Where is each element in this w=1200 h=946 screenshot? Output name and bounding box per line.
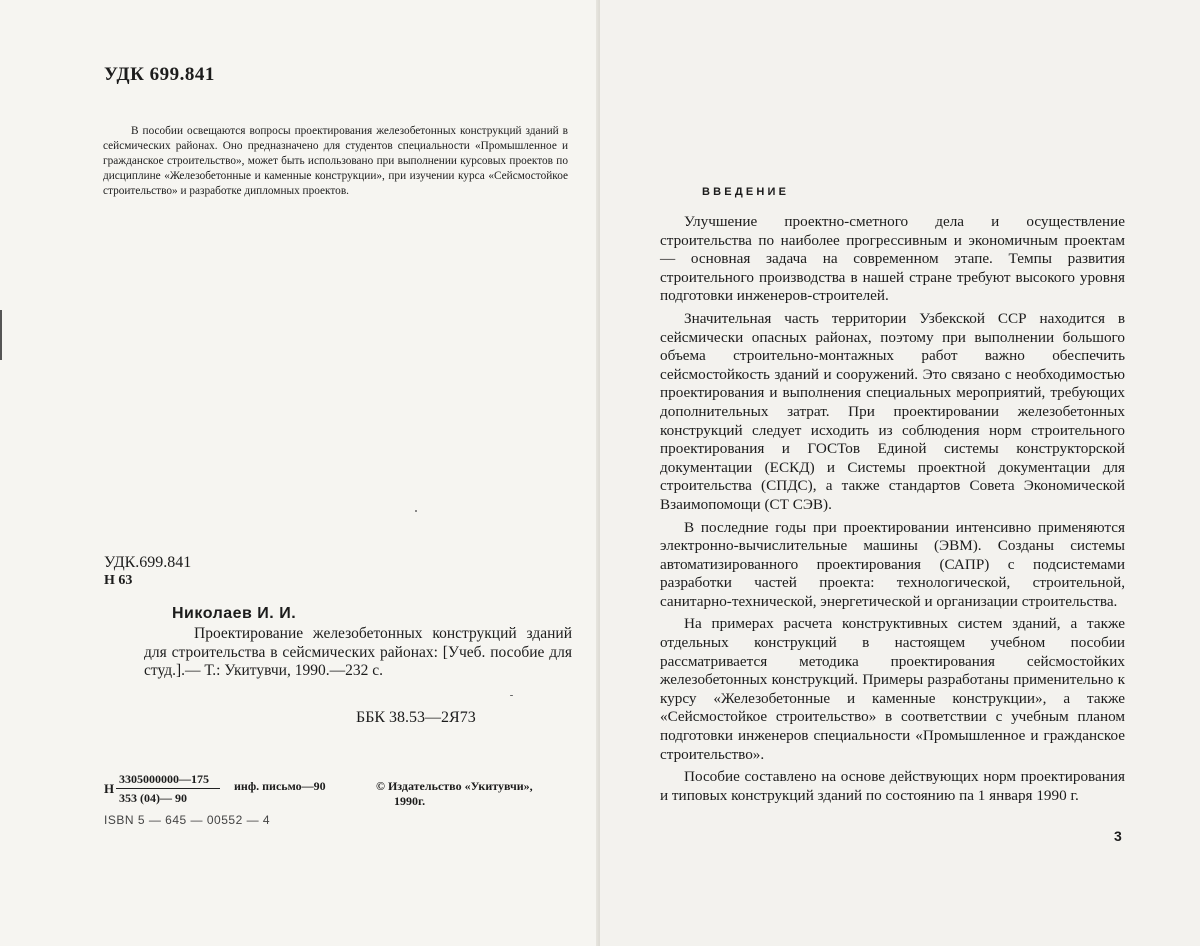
- edge-mark: [0, 310, 2, 360]
- abstract-paragraph: В пособии освещаются вопросы проектирования железобетонных конструкций зданий в сейсмических районах. Оно предназначено для студентов специальности «Промышленное и гражданское строительство», может быть использовано при выполнении курсовых проектов по дисциплине «Железобетонные и каменные конструкции», при изучении курса «Сейсмостойкое строительство» и разработке дипломных проектов.: [103, 125, 568, 197]
- card-bbk: ББК 38.53—2Я73: [356, 709, 476, 726]
- introduction-paragraph: Пособие составлено на основе действующих норм проектирования и типовых конструкций зданий по состоянию па 1 января 1990 г.: [660, 768, 1125, 804]
- imprint-publisher: © Издательство «Укитувчи»,: [376, 779, 533, 793]
- introduction-paragraph: На примерах расчета конструктивных систем зданий, а также отдельных конструкций в настоящем учебном пособии рассматривается методика проектирования сейсмостойких железобетонных конструкций. Примеры разработаны применительно к курсу «Железобетонные и каменные конструкции», а также «Сейсмостойкое строительство» в соответствии с учебным планом подготовки инженеров специальности «Промышленное и гражданское строительство».: [660, 615, 1125, 763]
- card-udk: УДК.699.841: [104, 554, 192, 571]
- imprint-publisher-block: [376, 779, 533, 809]
- introduction-heading: ВВЕДЕНИЕ: [702, 186, 790, 198]
- card-description: [144, 625, 572, 681]
- introduction-paragraph: В последние годы при проектировании интенсивно применяются электронно-вычислительные машины (ЭВМ). Созданы системы автоматизированного проектирования (САПР) с подсистемами разработки частей проекта: технологической, строительной, санитарно-технической, энергетической и организации строительства.: [660, 518, 1125, 610]
- card-code: Н 63: [104, 573, 133, 588]
- right-page: [600, 0, 1200, 946]
- card-author: Николаев И. И.: [172, 605, 297, 622]
- page-number: 3: [1114, 828, 1122, 844]
- imprint-fraction: [104, 772, 234, 806]
- fraction-line: [116, 788, 220, 789]
- print-speck: [415, 510, 417, 512]
- imprint-denominator: 353 (04)— 90: [119, 791, 187, 805]
- imprint-numerator: 3305000000—175: [119, 772, 209, 786]
- introduction-paragraph: Улучшение проектно-сметного дела и осуществление строительства по наиболее прогрессивным и экономичным проектам — основная задача на современном этапе. Темпы развития строительного производства в нашей стране требуют высокого уровня подготовки инженеров-строителей.: [660, 213, 1125, 305]
- print-speck: [510, 695, 513, 696]
- abstract: [103, 124, 568, 199]
- imprint-info: инф. письмо—90: [234, 779, 326, 793]
- imprint-year: 1990г.: [394, 794, 426, 808]
- card-description-text: Проектирование железобетонных конструкций зданий для строительства в сейсмических районах: [Учеб. пособие для студ.].— Т.: Укитувчи, 1990.—232 с.: [144, 625, 572, 679]
- imprint-letter: Н: [104, 781, 115, 796]
- isbn: ISBN 5 — 645 — 00552 — 4: [104, 813, 271, 827]
- catalog-card: [104, 553, 584, 726]
- udk-heading: УДК 699.841: [104, 64, 215, 85]
- introduction-body: [660, 213, 1125, 809]
- introduction-paragraph: Значительная часть территории Узбекской ССР находится в сейсмически опасных районах, поэтому при выполнении большого объема строительно-монтажных работ важно обеспечить сейсмостойкость зданий и сооружений. Это связано с необходимостью проектирования и выполнения специальных мероприятий, требующих дополнительных затрат. При проектировании железобетонных конструкций следует исходить из соблюдения норм строительного проектирования и ГОСТов Единой системы конструкторской документации (ЕСКД) и Системы проектной документации для строительства (СПДС), а также стандартов Совета Экономической Взаимопомощи (СТ СЭВ).: [660, 309, 1125, 513]
